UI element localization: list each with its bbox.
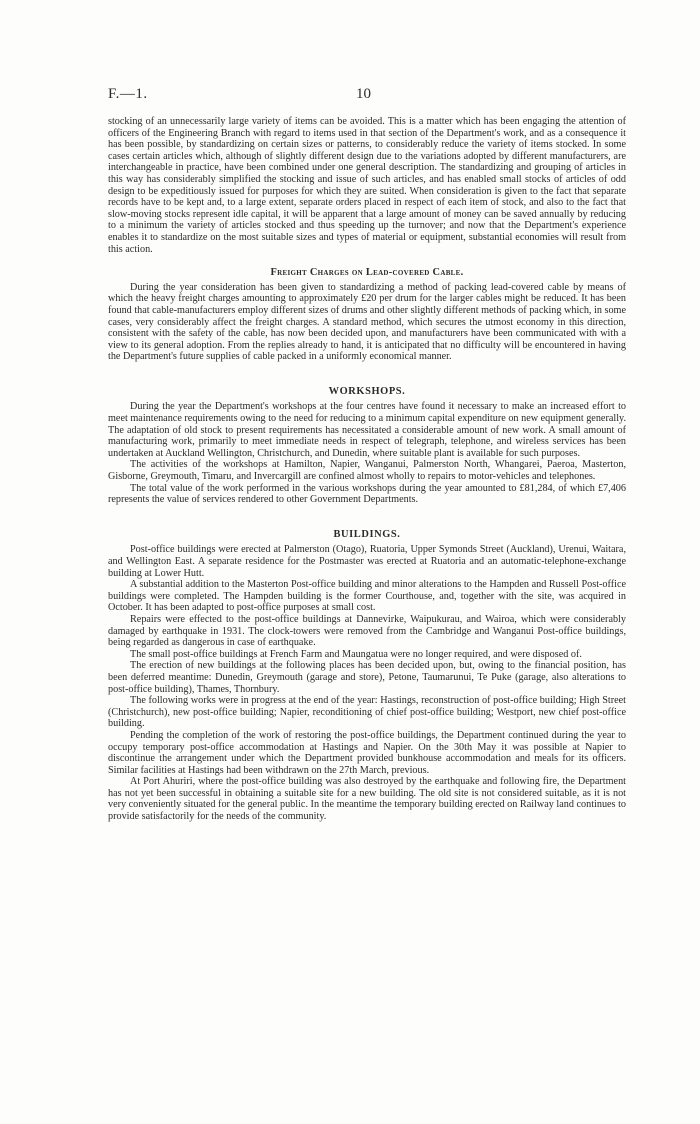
intro-paragraph: stocking of an unnecessarily large variety of items can be avoided. This is a matter which has been engaging the attention of officers of the Engineering Branch with regard to items used in that section of the Department's work, and as a consequence it has been possible, by standardizing on certain sizes or patterns, to considerably reduce the variety of items stocked. In some cases certain articles which, although of slightly different design due to the variations adopted by different manufacturers, are interchangeable in practice, have been combined under one general description. The standardizing and grouping of articles in this way has considerably simplified the stocking and issue of such articles, and has enabled small stocks of articles of odd design to be expeditiously issued for purposes for which they are suited. When consideration is given to the fact that separate records have to be kept and, to a large extent, separate orders placed in respect of each item of stock, and also to the fact that slow-moving stocks represent idle capital, it will be apparent that a large amount of money can be saved annually by reducing to a minimum the variety of articles stocked and thus speeding up the turnover; and now that the Department's experience enables it to standardize on the most suitable sizes and types of material or equipment, substantial economies will result from this action. <box>108 116 626 255</box>
freight-paragraph: During the year consideration has been given to standardizing a method of packing lead-covered cable by means of which the heavy freight charges amounting to approximately £20 per drum for the larger cables might be reduced. It has been found that cable-manufacturers employ different sizes of drums and other slightly different methods of packing which, in some cases, very considerably affect the freight charges. A standard method, which secures the utmost economy in this direction, consistent with the safety of the cable, has now been decided upon, and manufacturers have been communicated with with a view to its general adoption. From the replies already to hand, it is anticipated that no difficulty will be encountered in having the Department's future supplies of cable packed in a uniformly economical manner. <box>108 281 626 363</box>
buildings-paragraph: Pending the completion of the work of restoring the post-office buildings, the Department continued during the year to occupy temporary post-office accommodation at Hastings and Napier. On the 30th May it was possible at Napier to discontinue the arrangement under which the Department provided bunkhouse accommodation and meals for its officers. Similar facilities at Hastings had been withdrawn on the 27th March, previous. <box>108 729 626 776</box>
buildings-paragraph: Repairs were effected to the post-office buildings at Dannevirke, Waipukurau, and Wairoa, which were considerably damaged by earthquake in 1931. The clock-towers were removed from the Cambridge and Wanganui Post-office buildings, being regarded as dangerous in case of earthquake. <box>108 613 626 649</box>
running-head <box>108 86 628 106</box>
buildings-paragraph: The erection of new buildings at the following places has been decided upon, but, owing to the financial position, has been deferred meantime: Dunedin, Greymouth (garage and store), Petone, Taumarunui, Te Puke (garage, also alterations to post-office building), Thames, Thornbury. <box>108 660 626 695</box>
workshops-paragraph: The activities of the workshops at Hamilton, Napier, Wanganui, Palmerston North, Whangarei, Paeroa, Masterton, Gisborne, Greymouth, Timaru, and Invercargill are confined almost wholly to repairs to motor-vehicles and telephones. <box>108 459 626 483</box>
workshops-heading: WORKSHOPS. <box>328 385 406 397</box>
workshops-paragraph: The total value of the work performed in the various workshops during the year amounted to £81,284, of which £7,406 represents the value of services rendered to other Government Departments. <box>108 482 626 506</box>
freight-charges-heading: Freight Charges on Lead-covered Cable. <box>270 267 464 279</box>
body-text <box>108 116 626 823</box>
workshops-paragraph: During the year the Department's workshops at the four centres have found it necessary to make an increased effort to meet maintenance requirements owing to the need for reducing to a minimum capital expenditure on new equipment generally. The adaptation of old stock to present requirements has necessitated a considerable amount of new work. A small amount of manufacturing work, primarily to meet immediate needs in respect of telegraph, telephone, and wireless services has been undertaken at Auckland Wellington, Christchurch, and Dunedin, where suitable plant is available for such purposes. <box>108 401 626 459</box>
buildings-paragraph: A substantial addition to the Masterton Post-office building and minor alterations to the Hampden and Russell Post-office buildings were completed. The Hampden building is the former Courthouse, and, together with the site, was acquired in October. It has been adapted to post-office purposes at small cost. <box>108 579 626 614</box>
page-number: 10 <box>356 86 371 102</box>
buildings-heading: BUILDINGS. <box>333 528 401 540</box>
buildings-paragraph: The small post-office buildings at French Farm and Maungatua were no longer required, and were disposed of. <box>130 648 582 660</box>
buildings-paragraph: At Port Ahuriri, where the post-office building was also destroyed by the earthquake and following fire, the Department has not yet been successful in obtaining a suitable site for a new building. The old site is not considered suitable, as it is not very conveniently situated for the general public. In the meantime the temporary building erected on Railway land continues to provide satisfactorily for the needs of the community. <box>108 776 626 823</box>
buildings-paragraph: The following works were in progress at the end of the year: Hastings, reconstruction of post-office building; High Street (Christchurch), new post-office building; Napier, reconditioning of chief post-office building; Westport, new chief post-office building. <box>108 695 626 730</box>
document-code: F.—1. <box>108 86 148 102</box>
buildings-paragraph: Post-office buildings were erected at Palmerston (Otago), Ruatoria, Upper Symonds Street (Auckland), Urenui, Waitara, and Wellington East. A separate residence for the Postmaster was erected at Ruatoria and an automatic-telephone-exchange building at Lower Hutt. <box>108 544 626 579</box>
